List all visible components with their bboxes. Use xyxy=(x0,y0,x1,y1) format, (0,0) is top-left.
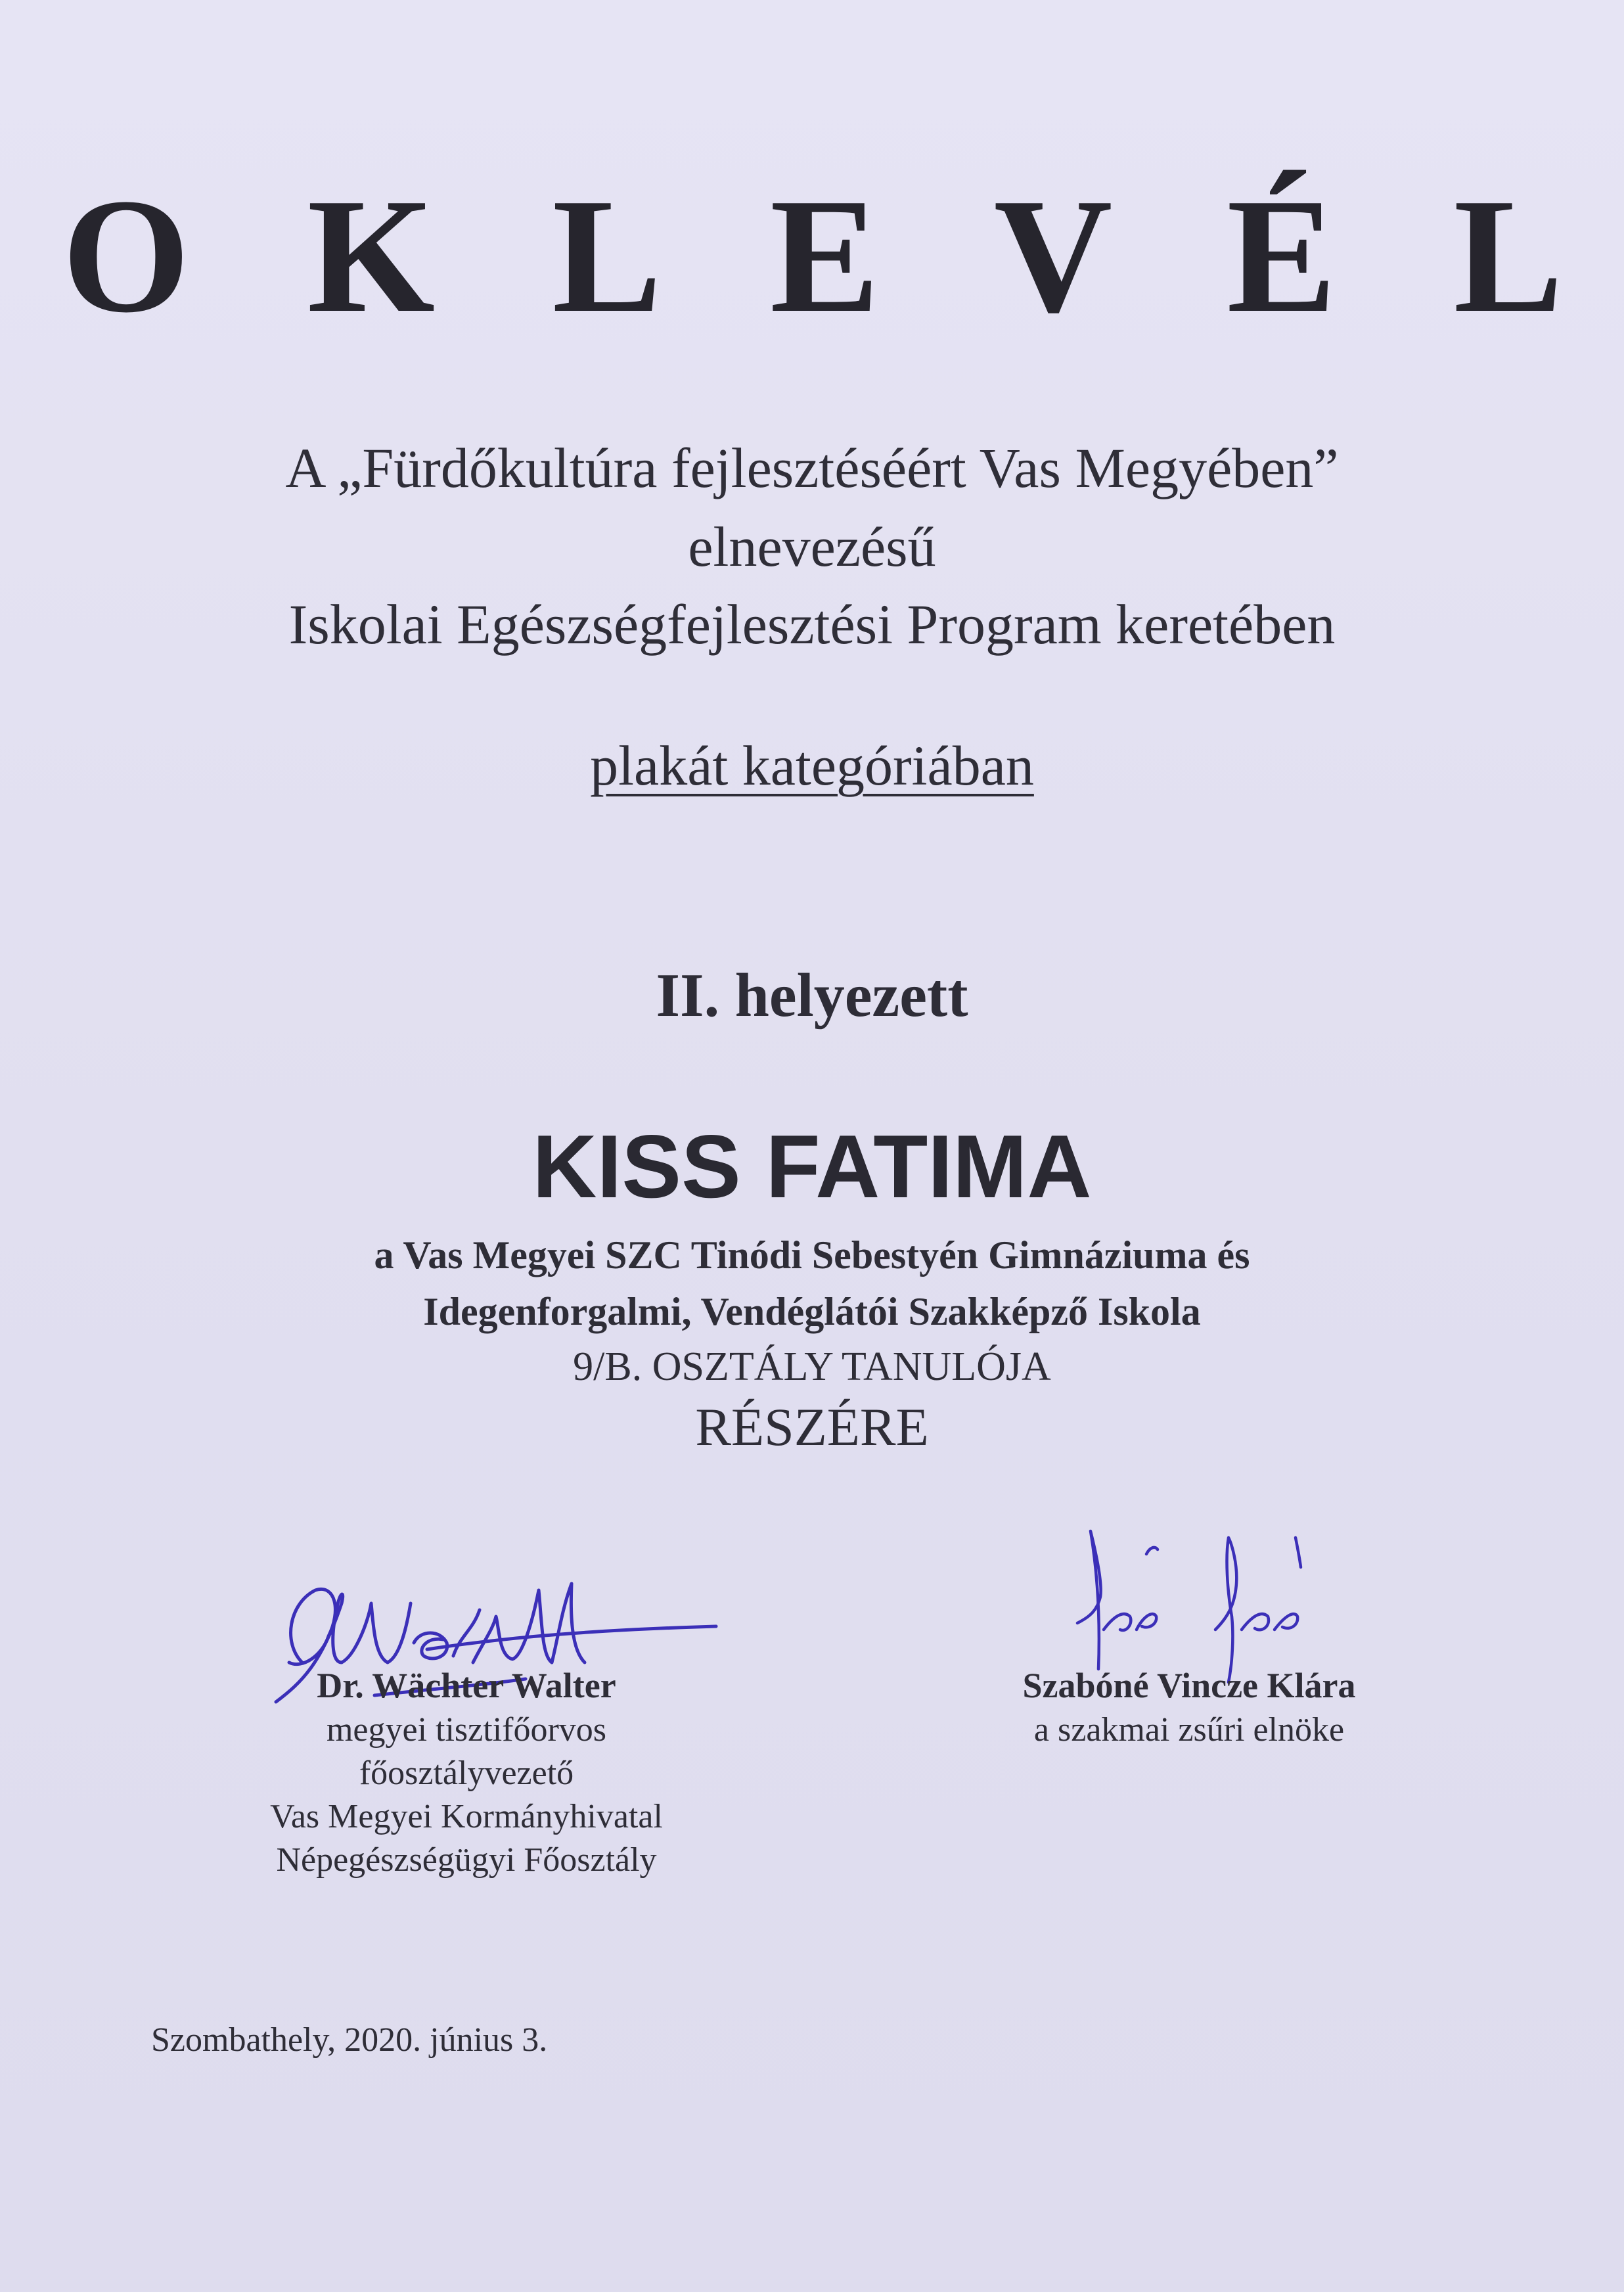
signatory-left-role-3: Vas Megyei Kormányhivatal xyxy=(270,1798,663,1835)
signatory-left-role-1: megyei tisztifőorvos xyxy=(326,1711,607,1749)
signatory-left xyxy=(197,1662,736,1882)
place-and-date: Szombathely, 2020. június 3. xyxy=(151,2021,548,2059)
signatory-left-role-4: Népegészségügyi Főosztály xyxy=(276,1841,657,1879)
category-text: plakát kategóriában xyxy=(590,734,1034,797)
intro-line-3: Iskolai Egészségfejlesztési Program keretében xyxy=(288,593,1336,656)
certificate-title: O K L E V É L xyxy=(62,165,1602,347)
recipient-suffix: RÉSZÉRE xyxy=(695,1397,929,1457)
signatory-right-role-1: a szakmai zsűri elnöke xyxy=(1033,1711,1345,1749)
signatory-left-name: Dr. Wächter Walter xyxy=(317,1666,616,1705)
signatory-right xyxy=(953,1662,1426,1752)
recipient-name: KISS FATIMA xyxy=(532,1116,1092,1216)
school-line-2: Idegenforgalmi, Vendéglátói Szakképző Iskola xyxy=(423,1290,1201,1333)
placement: II. helyezett xyxy=(656,961,968,1030)
signatory-left-role-2: főosztályvezető xyxy=(359,1754,574,1792)
intro-line-2: elnevezésű xyxy=(688,515,936,578)
school-line-1: a Vas Megyei SZC Tinódi Sebestyén Gimnáziuma és xyxy=(374,1233,1250,1277)
intro-line-1: A „Fürdőkultúra fejlesztéséért Vas Megyében” xyxy=(285,436,1339,499)
school-line-3: 9/B. OSZTÁLY TANULÓJA xyxy=(573,1344,1051,1389)
category-line xyxy=(0,733,1624,798)
signatory-right-name: Szabóné Vincze Klára xyxy=(1022,1666,1356,1705)
